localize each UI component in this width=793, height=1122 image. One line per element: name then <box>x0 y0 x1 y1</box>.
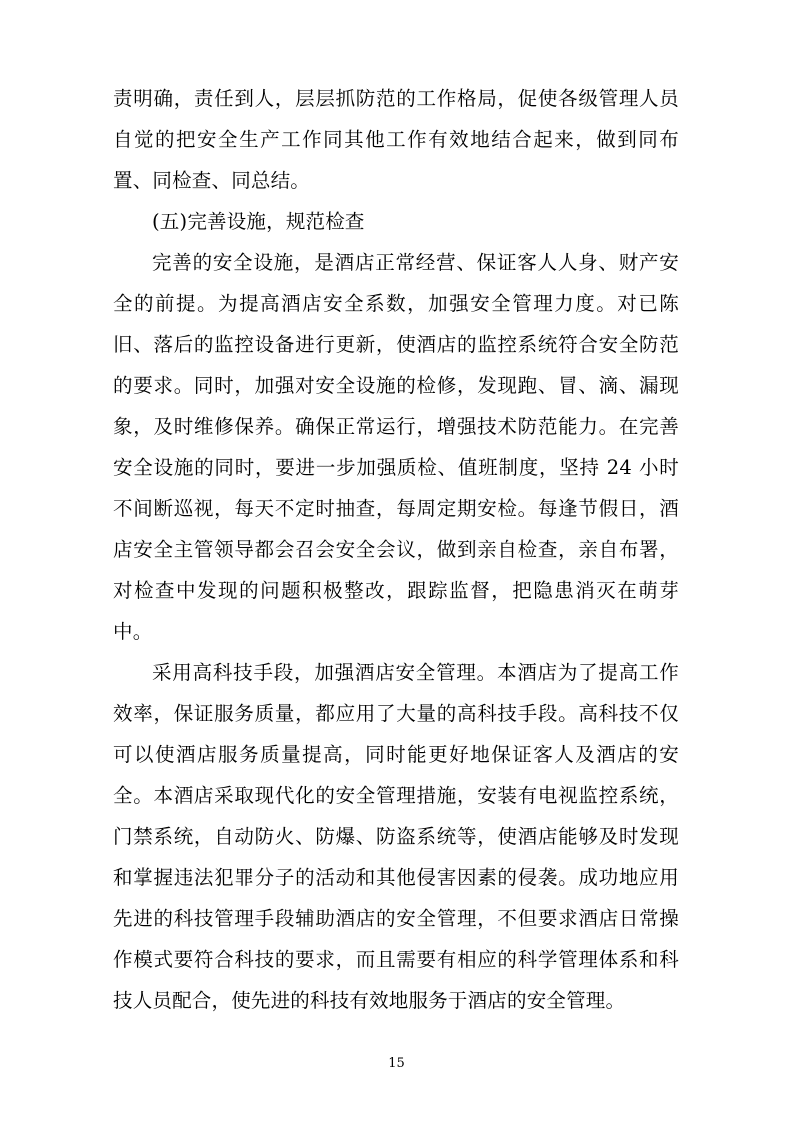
page-body <box>113 78 679 1021</box>
paragraph-section-heading: (五)完善设施，规范检查 <box>152 210 365 233</box>
paragraph-continued: 责明确，责任到人，层层抓防范的工作格局，促使各级管理人员自觉的把安全生产工作同其他工作有效地结合起来，做到同布置、同检查、同总结。 <box>113 87 679 192</box>
paragraph-technology: 采用高科技手段，加强酒店安全管理。本酒店为了提高工作效率，保证服务质量，都应用了大量的高科技手段。高科技不仅可以使酒店服务质量提高，同时能更好地保证客人及酒店的安全。本酒店采取现代化的安全管理措施，安装有电视监控系统，门禁系统，自动防火、防爆、防盗系统等，使酒店能够及时发现和掌握违法犯罪分子的活动和其他侵害因素的侵袭。成功地应用先进的科技管理手段辅助酒店的安全管理，不但要求酒店日常操作模式要符合科技的要求，而且需要有相应的科学管理体系和科技人员配合，使先进的科技有效地服务于酒店的安全管理。 <box>113 661 679 1012</box>
page-number: 15 <box>388 1056 405 1071</box>
paragraph-facilities: 完善的安全设施，是酒店正常经营、保证客人人身、财产安全的前提。为提高酒店安全系数，加强安全管理力度。对已陈旧、落后的监控设备进行更新，使酒店的监控系统符合安全防范的要求。同时，加强对安全设施的检修，发现跑、冒、滴、漏现象，及时维修保养。确保正常运行，增强技术防范能力。在完善安全设施的同时，要进一步加强质检、值班制度，坚持 24 小时不间断巡视，每天不定时抽查，每周定期安检。每逢节假日，酒店安全主管领导都会召会安全会议，做到亲自检查，亲自布署，对检查中发现的问题积极整改，跟踪监督，把隐患消灭在萌芽中。 <box>113 251 679 643</box>
